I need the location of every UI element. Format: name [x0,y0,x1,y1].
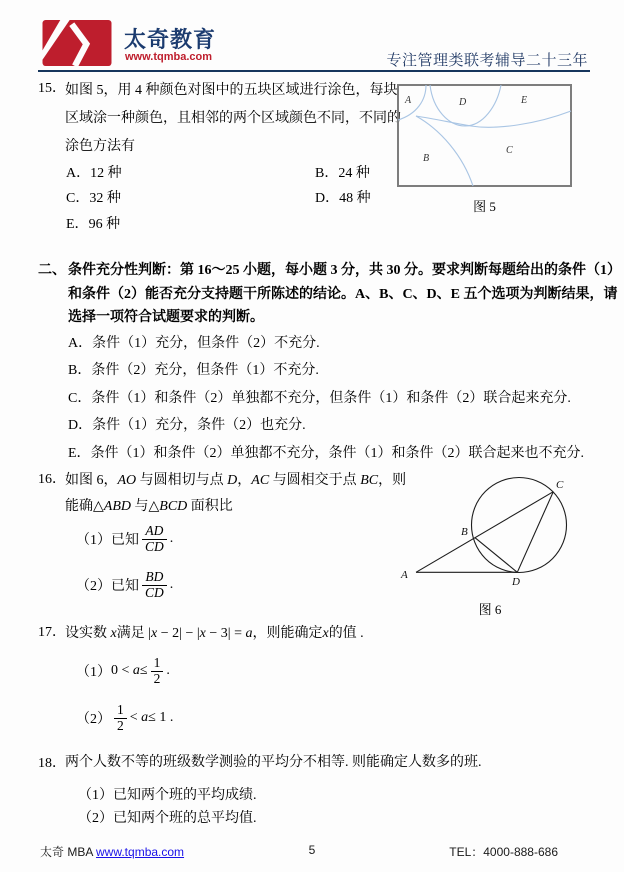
option-a-text: 12 种 [90,166,122,181]
section-2-instructions [38,259,621,467]
section-2-heading-line: 选择一项符合试题要求的判断。 [68,310,264,325]
question-18-condition-1: （1）已知两个班的平均成绩. [78,788,257,803]
option-d-text: 48 种 [339,191,371,207]
judgment-option-c-label: C． [68,390,92,406]
judgment-option-d-text: 条件（1）充分，条件（2）也充分. [92,418,306,434]
point-label-d: D [512,576,520,587]
question-18-condition-2: （2）已知两个班的总平均值. [78,811,257,826]
brand-name: 太奇教育 [124,27,217,52]
condition-2-period: . [169,577,174,593]
option-b-text: 24 种 [338,166,370,181]
question-15 [38,77,410,237]
section-2-lead: 二、 [38,263,66,278]
brand-site-text: www.tqmba.com [125,51,212,63]
point-label-b: B [461,526,468,538]
fraction [151,656,164,687]
question-17 [38,621,468,647]
region-label-e: E [521,95,528,106]
judgment-option-e-label: E． [68,445,91,461]
judgment-option-e [38,440,600,468]
option-a [66,166,122,181]
condition-1-period: . [166,663,170,679]
option-b [315,161,370,186]
point-label-a: A [401,569,408,581]
condition-2-label: （2） [76,579,111,595]
judgment-option-a-label: A． [68,335,93,351]
figure-5-regions-diagram [397,84,572,187]
question-17-condition-1 [76,656,170,687]
option-e-text: 96 种 [88,216,121,232]
fraction [114,703,127,734]
fraction-denominator: 2 [114,718,127,734]
question-16-condition-2 [76,570,173,601]
condition-1-inequality: 0 < a≤ [111,663,148,679]
question-17-line: 设实数 x满足 |x − 2| − |x − 3| = a，则能确定x的值 . [65,626,364,641]
judgment-option-b-label: B． [68,363,92,379]
fraction-numerator: 1 [117,702,124,717]
option-e [66,217,120,232]
question-15-option-row [38,212,410,237]
figure-6-circle-diagram [393,472,578,587]
condition-1-period: . [169,531,174,547]
option-a-label: A． [66,166,91,181]
page-number: 5 [308,843,316,857]
fraction-denominator: CD [142,539,167,555]
option-c [66,191,121,206]
judgment-option-c [38,385,600,413]
fraction-numerator: AD [145,523,164,538]
question-16-number: 16． [38,472,66,487]
question-15-line: 区域涂一种颜色，且相邻的两个区域颜色不同，不同的 [65,111,401,126]
fraction-denominator: CD [142,585,167,601]
region-label-d: D [459,97,467,108]
region-label-a: A [405,95,412,106]
judgment-option-a [38,330,600,358]
judgment-option-b-text: 条件（2）充分，但条件（1）不充分. [91,363,319,379]
question-15-option-row [38,186,410,211]
fraction-numerator: BD [145,569,164,584]
option-e-label: E． [66,216,89,232]
question-17-condition-2 [76,703,173,734]
header-divider [38,70,590,72]
footer-telephone: TEL：4000-888-686 [449,845,558,859]
fraction [142,570,167,601]
figure-6-caption: 图 6 [478,602,502,617]
option-d-label: D． [315,191,340,207]
question-16-condition-1 [76,524,173,555]
judgment-option-a-text: 条件（1）充分，但条件（2）不充分. [92,335,320,351]
point-label-c: C [556,479,564,491]
option-c-label: C． [66,191,90,207]
question-18-number: 18． [38,756,66,771]
condition-2-text: 已知 [111,579,139,595]
judgment-option-c-text: 条件（1）和条件（2）单独都不充分，但条件（1）和条件（2）联合起来充分. [91,390,571,406]
question-18-line: 两个人数不等的班级数学测验的平均分不相等. 则能确定人数多的班. [65,755,482,770]
footer-website-link[interactable]: www.tqmba.com [96,845,185,859]
section-2-heading-line: 和条件（2）能否充分支持题干所陈述的结论。A、B、C、D、E 五个选项为判断结果，请 [68,286,618,302]
condition-1-text: 已知 [111,533,139,549]
question-17-number: 17． [38,625,66,640]
judgment-option-d [38,412,600,440]
judgment-option-b [38,357,600,385]
question-16-line: 能确△ABD 与△BCD 面积比 [65,499,233,514]
question-18 [38,752,598,774]
condition-2-inequality: < a≤ 1 . [129,710,174,726]
question-15-line: 如图 5，用 4 种颜色对图中的五块区域进行涂色，每块 [65,83,398,98]
condition-1-label: （1） [76,533,111,549]
region-label-b: B [423,153,430,164]
figure-5-caption: 图 5 [473,199,496,214]
region-label-c: C [506,145,513,156]
option-c-text: 32 种 [89,191,121,207]
option-d [315,186,371,211]
judgment-option-e-text: 条件（1）和条件（2）单独都不充分，条件（1）和条件（2）联合起来也不充分. [90,445,585,461]
option-b-label: B． [315,166,339,181]
fraction [142,524,167,555]
taiqi-logo-icon [42,20,112,66]
section-2-heading-line: 条件充分性判断：第 16～25 小题，每小题 3 分，共 30 分。要求判断每题给出的条件（1） [68,263,621,278]
question-15-option-row [38,161,410,186]
fraction-numerator: 1 [153,655,161,670]
question-16-line: 如图 6，AO 与圆相切与点 D，AC 与圆相交于点 BC，则 [65,473,407,488]
judgment-option-d-label: D． [68,418,93,434]
condition-2-label: （2） [76,712,111,728]
header-tagline: 专注管理类联考辅导二十三年 [386,53,588,69]
question-16 [38,468,418,520]
question-15-number: 15． [38,81,66,96]
footer-brand-text: 太奇 MBA [40,845,97,859]
fraction-denominator: 2 [151,671,164,687]
condition-1-label: （1） [76,665,111,681]
question-15-line: 涂色方法有 [65,139,135,154]
